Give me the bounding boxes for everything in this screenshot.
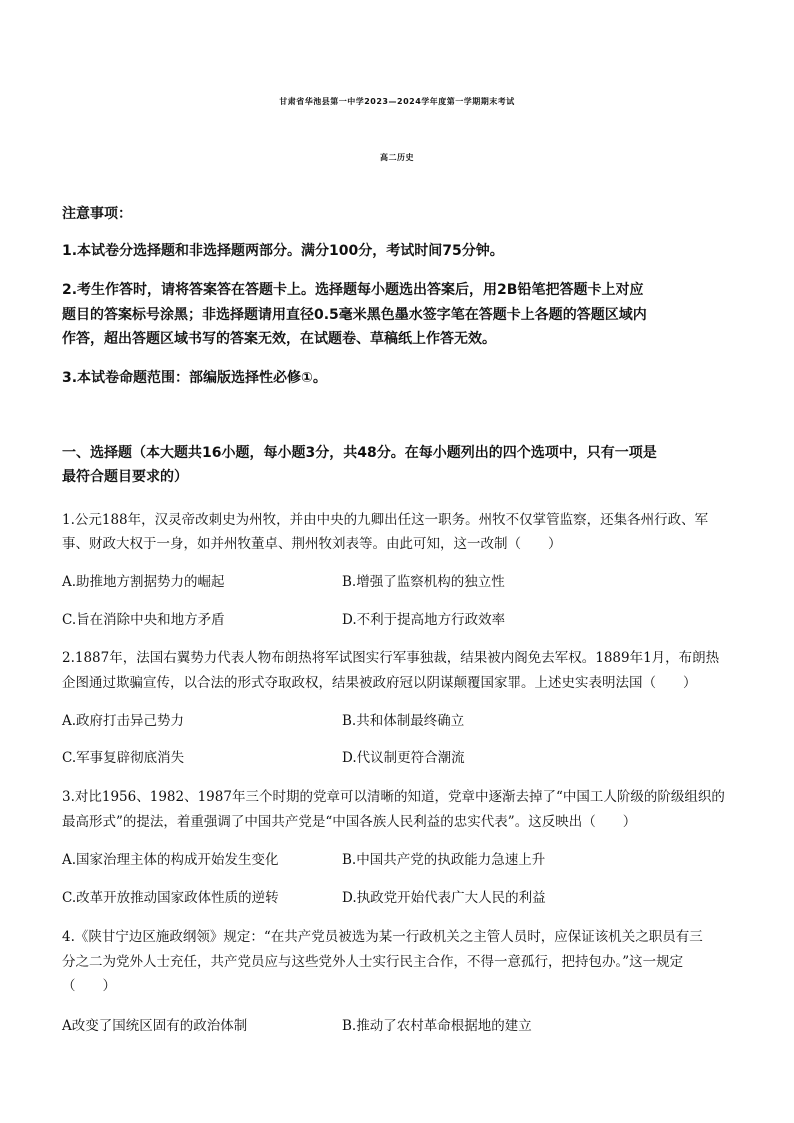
notice-item-2-line-3: 作答，超出答题区域书写的答案无效，在试题卷、草稿纸上作答无效。	[62, 331, 496, 347]
question-3-option-b: B.中国共产党的执政能力急速上升	[342, 852, 546, 868]
question-1-stem-line-2: 事、财政大权于一身，如并州牧董卓、荆州牧刘表等。由此可知，这一改制（ ）	[62, 536, 562, 552]
question-2-option-a: A.政府打击异己势力	[62, 713, 185, 729]
notice-item-2-line-2: 题目的答案标号涂黑；非选择题请用直径0.5毫米黑色墨水签字笔在答题卡上各题的答题区域内	[62, 307, 647, 323]
question-3-option-a: A.国家治理主体的构成开始发生变化	[62, 852, 279, 868]
question-1-option-a: A.助推地方割据势力的崛起	[62, 574, 225, 590]
question-2-option-d: D.代议制更符合潮流	[342, 750, 465, 766]
question-4-stem-line-3: （ ）	[62, 978, 116, 994]
question-1-option-b: B.增强了监察机构的独立性	[342, 574, 505, 590]
notice-item-1: 1.本试卷分选择题和非选择题两部分。满分100分，考试时间75分钟。	[62, 243, 504, 259]
exam-title: 甘肃省华池县第一中学2023—2024学年度第一学期期末考试	[279, 97, 515, 106]
question-2-option-b: B.共和体制最终确立	[342, 713, 465, 729]
question-1-stem-line-1: 1.公元188年，汉灵帝改刺史为州牧，并由中央的九卿出任这一职务。州牧不仅掌管监察，还集各州行政、军	[62, 512, 709, 528]
notice-heading: 注意事项：	[62, 206, 132, 222]
question-3-stem-line-2: 最高形式”的提法，着重强调了中国共产党是“中国各族人民利益的忠实代表”。这反映出（ ）	[62, 814, 637, 830]
question-1-option-c: C.旨在消除中央和地方矛盾	[62, 612, 225, 628]
section-heading-line-2: 最符合题目要求的）	[62, 469, 188, 485]
question-1-option-d: D.不利于提高地方行政效率	[342, 612, 506, 628]
question-3-stem-line-1: 3.对比1956、1982、1987年三个时期的党章可以清晰的知道，党章中逐渐去掉了“中国工人阶级的阶级组织的	[62, 789, 725, 805]
question-2-option-c: C.军事复辟彻底消失	[62, 750, 185, 766]
question-4-stem-line-1: 4.《陕甘宁边区施政纲领》规定：“在共产党员被选为某一行政机关之主管人员时，应保证该机关之职员有三	[62, 929, 703, 945]
question-3-option-c: C.改革开放推动国家政体性质的逆转	[62, 890, 279, 906]
notice-item-3: 3.本试卷命题范围：部编版选择性必修①。	[62, 370, 327, 386]
section-heading-line-1: 一、选择题（本大题共16小题，每小题3分，共48分。在每小题列出的四个选项中，只有一项是	[62, 445, 657, 461]
question-3-option-d: D.执政党开始代表广大人民的利益	[342, 890, 546, 906]
exam-subject: 高二历史	[380, 153, 414, 162]
question-2-stem-line-2: 企图通过欺骗宣传，以合法的形式夺取政权，结果被政府冠以阴谋颠覆国家罪。上述史实表明法国（ ）	[62, 675, 697, 691]
question-4-option-b: B.推动了农村革命根据地的建立	[342, 1018, 532, 1034]
notice-item-2-line-1: 2.考生作答时，请将答案答在答题卡上。选择题每小题选出答案后，用2B铅笔把答题卡上对应	[62, 282, 644, 298]
question-2-stem-line-1: 2.1887年，法国右翼势力代表人物布朗热将军试图实行军事独裁，结果被内阁免去军权。1889年1月，布朗热	[62, 650, 720, 666]
question-4-option-a: A改变了国统区固有的政治体制	[62, 1018, 248, 1034]
question-4-stem-line-2: 分之二为党外人士充任，共产党员应与这些党外人士实行民主合作，不得一意孤行，把持包办。”这一规定	[62, 954, 684, 970]
